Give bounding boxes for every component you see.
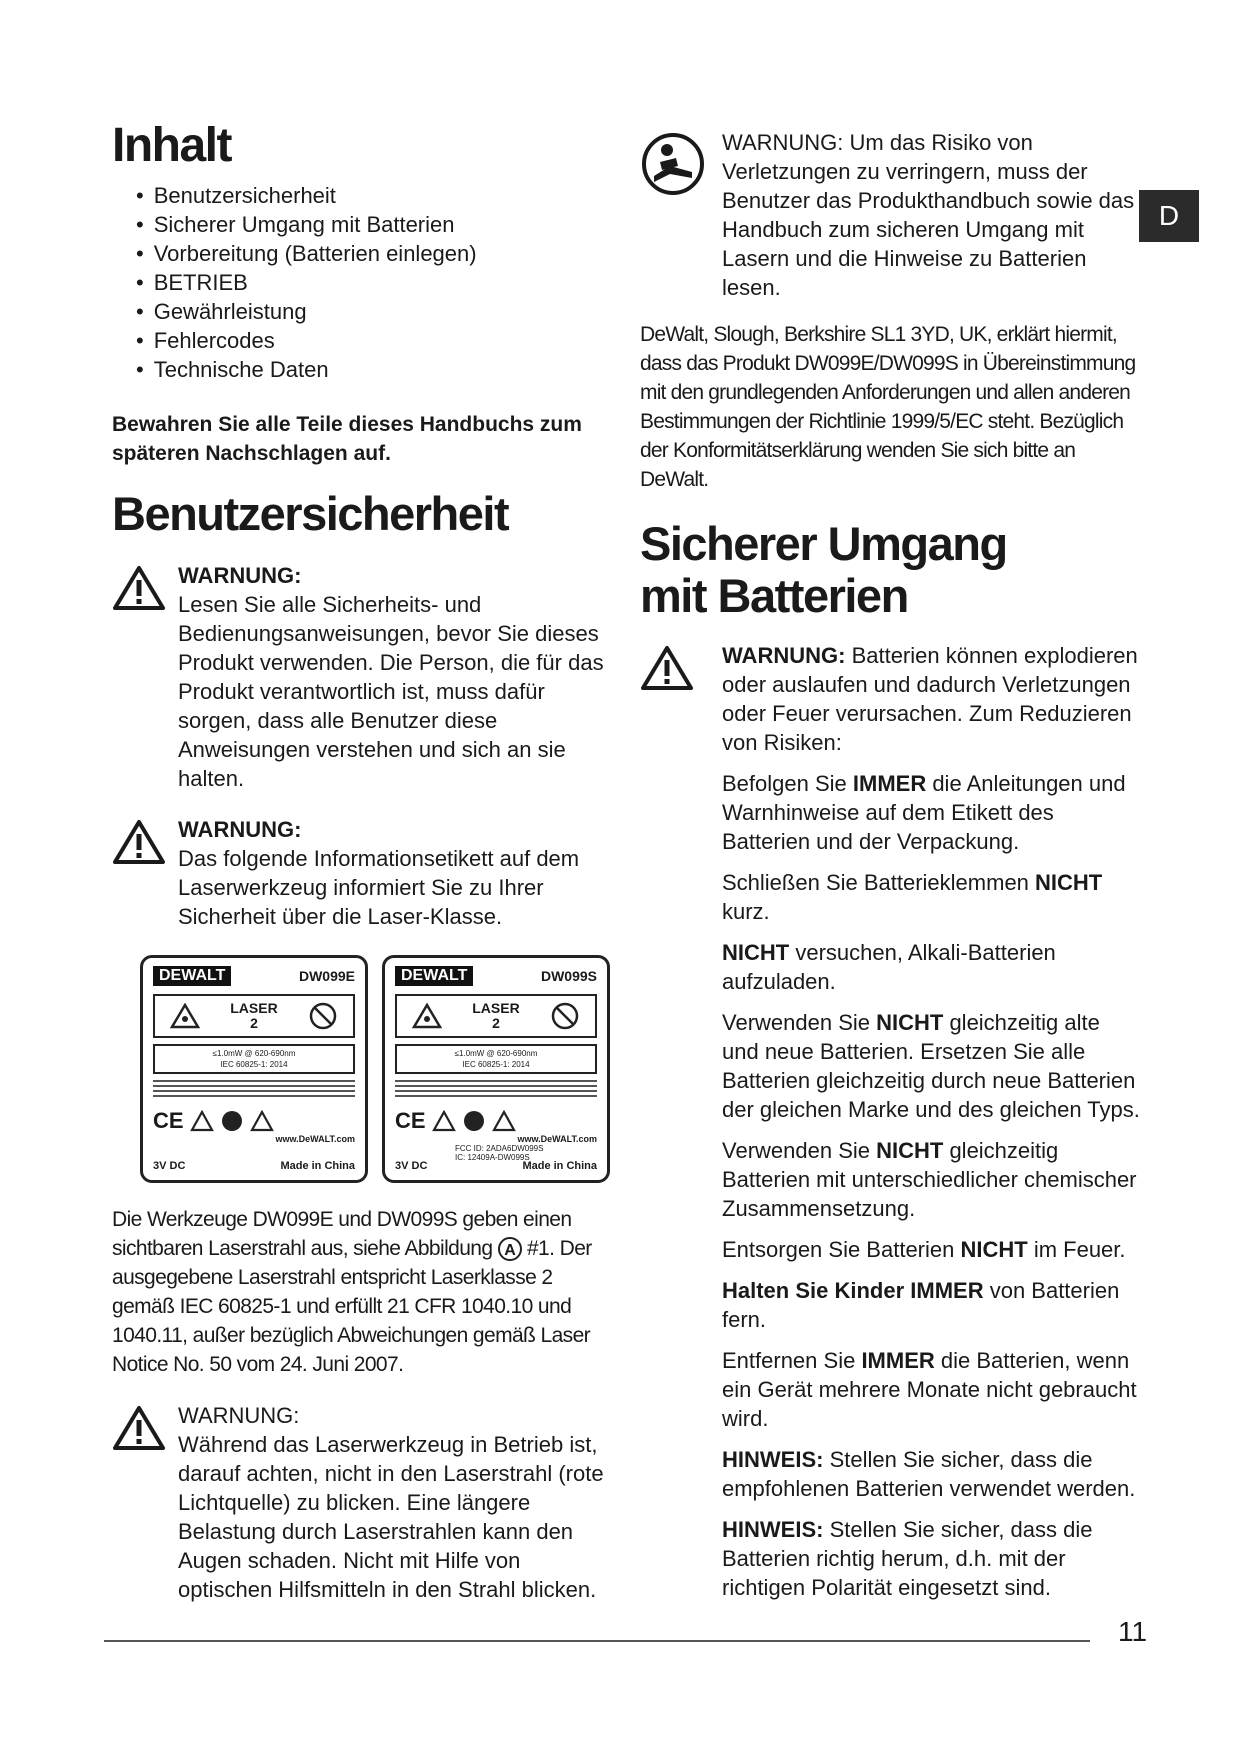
toc-item: • Gewährleistung — [136, 297, 612, 326]
laser-class-text: Der ausgegebene Laserstrahl entspricht Laserklasse 2 gemäß IEC 60825-1 und erfüllt 21 CFR 1040.10 und 1040.11, außer bezüglich Abweichungen gemäß Laser Notice No. 50 vom 24. Juni 2007. — [112, 1237, 592, 1377]
toc-item: • BETRIEB — [136, 268, 612, 297]
certification-marks — [395, 1108, 597, 1134]
caution-icon — [190, 1110, 214, 1132]
page-number: 11 — [1118, 1616, 1148, 1647]
warning-text: Batterien können explodieren oder auslaufen und dadurch Verletzungen oder Feuer verursachen. Zum Reduzieren von Risiken: — [722, 643, 1138, 756]
warning-block-3 — [112, 1401, 612, 1604]
battery-item: Entsorgen Sie Batterien NICHT im Feuer. — [722, 1237, 1126, 1263]
brand-logo: DEWALT — [395, 966, 473, 986]
no-stare-icon — [550, 1001, 580, 1031]
recycle-icon — [250, 1110, 274, 1132]
laser-spec — [395, 1044, 597, 1074]
laser-class-box — [153, 994, 355, 1038]
manual-icon — [462, 1109, 486, 1133]
label-model: DW099E — [298, 968, 355, 985]
battery-item: NICHT versuchen, Alkali-Batterien aufzuladen. — [722, 940, 1056, 995]
battery-item: Befolgen Sie IMMER die Anleitungen und Warnhinweise auf dem Etikett des Batterien und der Verpackung. — [722, 771, 1126, 855]
website: www.DeWALT.com — [275, 1134, 355, 1145]
laser-word: LASER — [230, 1000, 278, 1017]
laser-hazard-icon — [170, 1003, 200, 1029]
figure-a-symbol: A — [498, 1237, 522, 1261]
certification-marks — [153, 1108, 355, 1134]
warning-block-1 — [112, 561, 612, 793]
spec-power: ≤1.0mW @ 620-690nm — [212, 1049, 296, 1059]
contents-title: Inhalt — [112, 119, 231, 172]
warning-text: Während das Laserwerkzeug in Betrieb ist, darauf achten, nicht in den Laserstrahl (rote Lichtquelle) zu blicken. Eine längere Belastung durch Laserstrahlen kann den Augen schaden. Nicht mit Hilfe von optischen Hilfsmitteln in den Strahl blicken. — [178, 1432, 604, 1603]
ce-mark-icon: CE — [395, 1108, 426, 1134]
brand-logo: DEWALT — [153, 966, 231, 986]
made-in: Made in China — [280, 1160, 355, 1173]
voltage: 3V DC — [395, 1160, 428, 1173]
battery-item: Halten Sie Kinder IMMER von Batterien fern. — [722, 1278, 1120, 1333]
read-manual-icon — [640, 128, 722, 201]
laser-class-box — [395, 994, 597, 1038]
warning-heading: WARNUNG: — [178, 1403, 300, 1429]
battery-safety-title: Sicherer Umgang mit Batterien — [640, 517, 1007, 622]
left-column — [112, 120, 612, 1604]
battery-item: Verwenden Sie NICHT gleichzeitig alte und neue Batterien. Ersetzen Sie alle Batterien gleichzeitig durch neue Batterien der gleichen Marke und des gleichen Typs. — [722, 1010, 1140, 1123]
toc-item: • Technische Daten — [136, 355, 612, 384]
laser-class: 2 — [492, 1015, 500, 1032]
user-safety-title: Benutzersicherheit — [112, 486, 509, 540]
laser-label-dw099e — [140, 955, 368, 1183]
ic-id: IC: 12409A-DW099S — [455, 1153, 530, 1163]
manual-warning-block — [640, 128, 1140, 302]
laser-info-text: Die Werkzeuge DW099E und DW099S geben einen sichtbaren Laserstrahl aus, siehe Abbildung — [112, 1208, 572, 1261]
warning-triangle-icon — [112, 561, 178, 616]
warning-text: Das folgende Informationsetikett auf dem Laserwerkzeug informiert Sie zu Ihrer Sicherheit über die Laser-Klasse. — [178, 846, 580, 930]
laser-labels — [140, 955, 612, 1183]
ce-mark-icon: CE — [153, 1108, 184, 1134]
fine-print — [153, 1080, 355, 1100]
caution-icon — [432, 1110, 456, 1132]
laser-spec — [153, 1044, 355, 1074]
warning-heading: WARNUNG: — [722, 643, 846, 669]
fcc-id: FCC ID: 2ADA6DW099S — [455, 1144, 544, 1154]
website: www.DeWALT.com — [517, 1134, 597, 1145]
battery-note: HINWEIS: Stellen Sie sicher, dass die Batterien richtig herum, d.h. mit der richtigen Polarität eingesetzt sind. — [722, 1517, 1093, 1601]
right-column — [640, 120, 1140, 1614]
warning-triangle-icon — [112, 815, 178, 870]
toc-item: • Sicherer Umgang mit Batterien — [136, 210, 612, 239]
manual-icon — [220, 1109, 244, 1133]
toc-list — [136, 181, 612, 384]
warning-triangle-icon — [112, 1401, 178, 1456]
laser-label-dw099s — [382, 955, 610, 1183]
toc-item: • Benutzersicherheit — [136, 181, 612, 210]
footer-rule — [104, 1640, 1090, 1642]
language-tab: D — [1139, 190, 1199, 242]
laser-hazard-icon — [412, 1003, 442, 1029]
battery-item: Verwenden Sie NICHT gleichzeitig Batterien mit unterschiedlicher chemischer Zusammensetzung. — [722, 1138, 1137, 1222]
made-in: Made in China — [522, 1160, 597, 1173]
laser-class: 2 — [250, 1015, 258, 1032]
spec-power: ≤1.0mW @ 620-690nm — [454, 1049, 538, 1059]
warning-block-2 — [112, 815, 612, 931]
voltage: 3V DC — [153, 1160, 186, 1173]
label-model: DW099S — [540, 968, 597, 985]
toc-item: • Vorbereitung (Batterien einlegen) — [136, 239, 612, 268]
declaration-paragraph: DeWalt, Slough, Berkshire SL1 3YD, UK, erklärt hiermit, dass das Produkt DW099E/DW099S in Übereinstimmung mit den grundlegenden Anforderungen und allen anderen Bestimmungen der Richtlinie 1999/5/EC steht. Bezüglich der Konformitätserklärung wenden Sie sich bitte an DeWalt. — [640, 323, 1136, 491]
keep-manual-note: Bewahren Sie alle Teile dieses Handbuchs zum späteren Nachschlagen auf. — [112, 412, 582, 465]
recycle-icon — [492, 1110, 516, 1132]
toc-item: • Fehlercodes — [136, 326, 612, 355]
warning-triangle-icon — [640, 641, 722, 696]
figure-ref: #1. — [526, 1237, 555, 1261]
battery-item: Entfernen Sie IMMER die Batterien, wenn ein Gerät mehrere Monate nicht gebraucht wird. — [722, 1348, 1137, 1432]
battery-item: Schließen Sie Batterieklemmen NICHT kurz. — [722, 870, 1103, 925]
warning-heading: WARNUNG: — [178, 563, 302, 589]
fine-print — [395, 1080, 597, 1100]
battery-warning-block — [640, 641, 1140, 757]
spec-standard: IEC 60825-1: 2014 — [462, 1060, 530, 1070]
warning-text: Lesen Sie alle Sicherheits- und Bedienungsanweisungen, bevor Sie dieses Produkt verwenden. Die Person, die für das Produkt verantwortlich ist, muss dafür sorgen, dass alle Benutzer diese Anweisungen verstehen und sich an sie halten. — [178, 592, 604, 792]
no-stare-icon — [308, 1001, 338, 1031]
laser-info-paragraph — [112, 1205, 612, 1379]
manual-warning-text: WARNUNG: Um das Risiko von Verletzungen zu verringern, muss der Benutzer das Produkthandbuch sowie das Handbuch zum sicheren Umgang mit Lasern und die Hinweise zu Batterien lesen. — [722, 130, 1135, 300]
battery-instructions — [722, 769, 1140, 1602]
warning-heading: WARNUNG: — [178, 817, 302, 843]
spec-standard: IEC 60825-1: 2014 — [220, 1060, 288, 1070]
laser-word: LASER — [472, 1000, 520, 1017]
battery-note: HINWEIS: Stellen Sie sicher, dass die empfohlenen Batterien verwendet werden. — [722, 1447, 1136, 1502]
